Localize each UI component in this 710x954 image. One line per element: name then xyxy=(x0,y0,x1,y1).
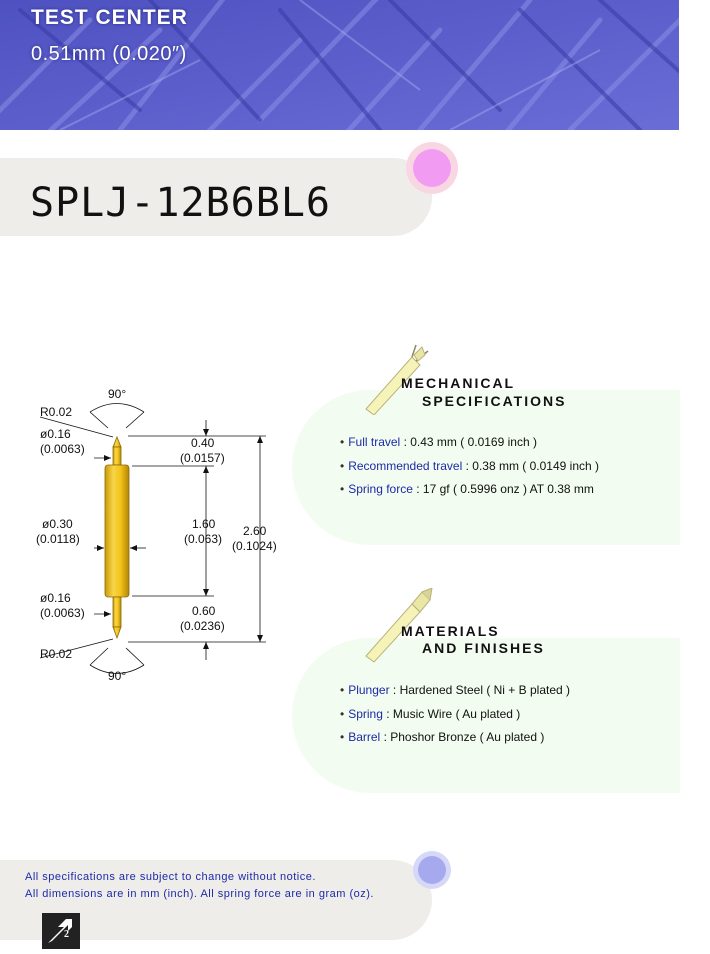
spec-label: Spring force xyxy=(348,482,413,496)
page-header-title: TEST CENTER xyxy=(31,6,188,29)
spec-value: : 0.43 mm ( 0.0169 inch ) xyxy=(403,435,537,449)
materials-title-line2: AND FINISHES xyxy=(422,640,545,656)
tip-diameter-bottom: ø0.16 xyxy=(40,591,71,605)
list-item: • Spring : Music Wire ( Au plated ) xyxy=(340,706,521,721)
part-number: SPLJ-12B6BL6 xyxy=(30,180,331,226)
probe-drawing xyxy=(0,380,300,700)
list-item: • Barrel : Phoshor Bronze ( Au plated ) xyxy=(340,730,545,744)
list-item: • Recommended travel : 0.38 mm ( 0.0149 inch ) xyxy=(340,458,600,473)
header-banner xyxy=(0,0,679,130)
list-item: • Spring force : 17 gf ( 0.5996 onz ) AT 0.38 mm xyxy=(340,482,594,496)
page-number: 2 xyxy=(64,929,69,940)
length-top: 0.40 xyxy=(191,436,215,450)
pink-dot-decoration xyxy=(406,142,458,194)
spec-label: Full travel xyxy=(348,435,401,449)
spec-value: : Hardened Steel ( Ni + B plated ) xyxy=(392,683,571,697)
length-top-inch: (0.0157) xyxy=(180,451,225,465)
page-number-badge xyxy=(42,913,80,949)
list-item: • Plunger : Hardened Steel ( Ni + B plated ) xyxy=(340,683,571,697)
length-total: 2.60 xyxy=(243,524,267,538)
spec-value: : Phoshor Bronze ( Au plated ) xyxy=(383,730,545,744)
spec-value: : 17 gf ( 0.5996 onz ) AT 0.38 mm xyxy=(416,482,594,496)
length-middle: 1.60 xyxy=(192,517,216,531)
list-item: • Full travel : 0.43 mm ( 0.0169 inch ) xyxy=(340,435,537,449)
length-middle-inch: (0.063) xyxy=(184,532,223,546)
spec-label: Barrel xyxy=(348,730,381,744)
materials-spec-list xyxy=(340,683,570,754)
blue-dot-decoration xyxy=(413,851,451,889)
materials-title-line1: MATERIALS xyxy=(401,623,500,639)
length-bottom-inch: (0.0236) xyxy=(180,619,225,633)
mechanical-title-line1: MECHANICAL xyxy=(401,375,516,391)
spec-label: Plunger xyxy=(348,683,390,697)
radius-top: R0.02 xyxy=(40,405,73,419)
footer-note-line2: All dimensions are in mm (inch). All spring force are in gram (oz). xyxy=(25,888,374,900)
tip-diameter-top: ø0.16 xyxy=(40,427,71,441)
length-bottom: 0.60 xyxy=(192,604,216,618)
tip-angle-bottom: 90° xyxy=(108,669,127,683)
barrel-diameter: ø0.30 xyxy=(42,517,73,531)
tip-diameter-bottom-inch: (0.0063) xyxy=(40,606,85,620)
spec-value: : Music Wire ( Au plated ) xyxy=(386,706,521,721)
page-header-subtitle: 0.51mm (0.020″) xyxy=(31,43,187,65)
tip-angle-top: 90° xyxy=(108,387,127,401)
spec-label: Spring xyxy=(348,706,383,721)
length-total-inch: (0.1024) xyxy=(232,539,277,553)
spec-value: : 0.38 mm ( 0.0149 inch ) xyxy=(465,458,600,473)
arrow-icon xyxy=(42,913,80,949)
footer-note-line1: All specifications are subject to change without notice. xyxy=(25,871,316,883)
mechanical-title-line2: SPECIFICATIONS xyxy=(422,393,567,409)
spec-label: Recommended travel xyxy=(348,458,463,473)
mechanical-spec-list xyxy=(340,435,599,506)
probe-pin xyxy=(105,437,129,638)
barrel-diameter-inch: (0.0118) xyxy=(36,532,80,546)
radius-bottom: R0.02 xyxy=(40,647,73,661)
tip-diameter-top-inch: (0.0063) xyxy=(40,442,85,456)
